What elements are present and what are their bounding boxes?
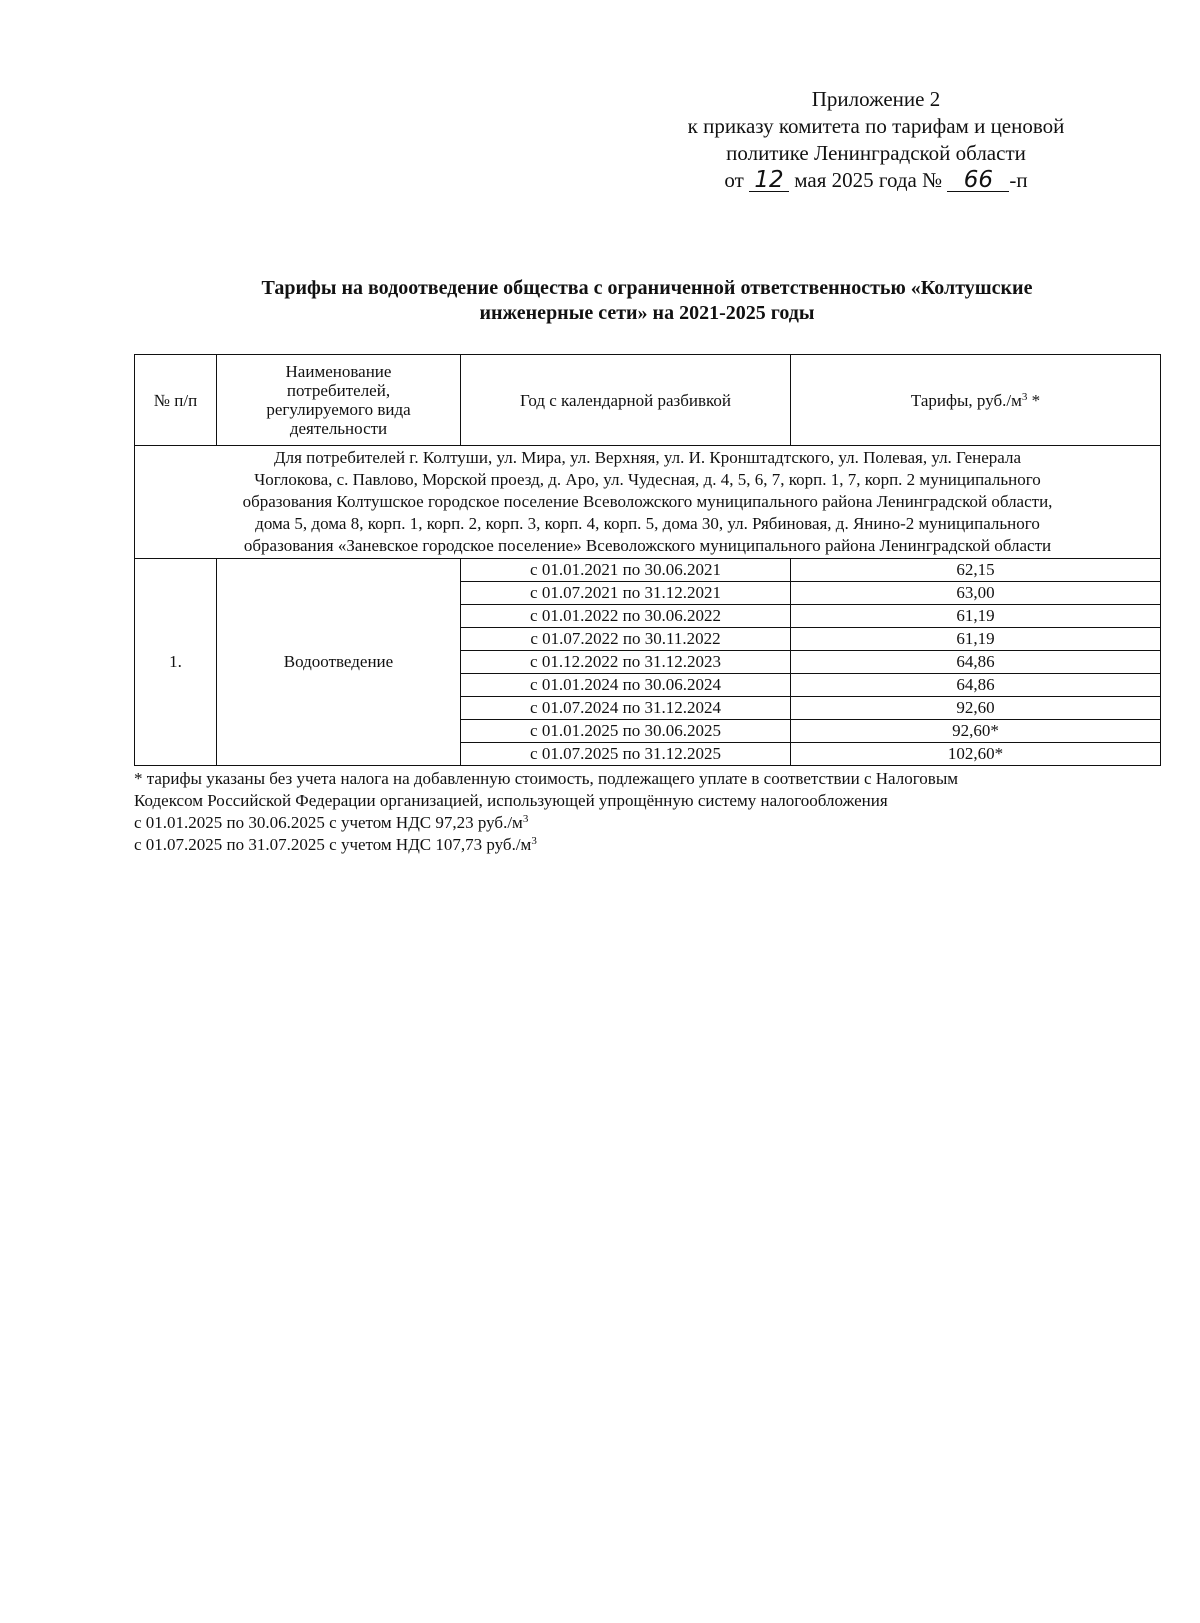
table-header-row [135, 355, 1161, 446]
row-number-cell: 1. [135, 559, 217, 766]
appendix-date-line [600, 167, 1152, 194]
notes-section [134, 768, 1160, 856]
vat-note-2-text: с 01.07.2025 по 31.07.2025 с учетом НДС 107,73 руб./м [134, 835, 532, 854]
tariff-cell: 64,86 [791, 674, 1161, 697]
vat-footnote [134, 768, 1160, 812]
header-tariff-sup: 3 [1021, 390, 1028, 403]
tariff-cell: 61,19 [791, 605, 1161, 628]
scope-line-3: образования Колтушское городское поселение Всеволожского муниципального района Ленинградской области, [242, 492, 1053, 511]
period-cell: с 01.07.2022 по 30.11.2022 [461, 628, 791, 651]
period-cell: с 01.07.2024 по 31.12.2024 [461, 697, 791, 720]
tariff-cell: 61,19 [791, 628, 1161, 651]
appendix-order-line: к приказу комитета по тарифам и ценовой [687, 114, 1065, 138]
appendix-committee-line: политике Ленинградской области [726, 141, 1026, 165]
period-cell: с 01.01.2025 по 30.06.2025 [461, 720, 791, 743]
vat-note-1-sup: 3 [522, 813, 529, 825]
date-middle: мая 2025 года № [794, 168, 943, 192]
header-number: № п/п [135, 355, 217, 446]
tariff-cell: 92,60 [791, 697, 1161, 720]
period-cell: с 01.01.2022 по 30.06.2022 [461, 605, 791, 628]
vat-note-2 [134, 834, 1160, 856]
handwritten-day: 12 [749, 169, 789, 192]
period-cell: с 01.07.2021 по 31.12.2021 [461, 582, 791, 605]
service-name-cell: Водоотведение [217, 559, 461, 766]
consumer-scope-row [135, 446, 1161, 559]
tariff-cell: 62,15 [791, 559, 1161, 582]
period-cell: с 01.07.2025 по 31.12.2025 [461, 743, 791, 766]
header-consumer-line-4: деятельности [289, 419, 388, 438]
tariff-cell: 64,86 [791, 651, 1161, 674]
header-period: Год с календарной разбивкой [461, 355, 791, 446]
table-row [135, 559, 1161, 582]
header-tariff [791, 355, 1161, 446]
header-tariff-mark: * [1027, 390, 1041, 410]
date-prefix: от [724, 168, 744, 192]
period-cell: с 01.12.2022 по 31.12.2023 [461, 651, 791, 674]
header-consumer-line-3: регулируемого вида [266, 400, 411, 419]
appendix-title: Приложение 2 [811, 87, 941, 111]
title-line-1: Тарифы на водоотведение общества с ограниченной ответственностью «Колтушские [261, 277, 1033, 299]
appendix-header [600, 86, 1152, 194]
header-consumer-line-2: потребителей, [286, 381, 391, 400]
tariff-table [134, 354, 1161, 766]
tariff-cell: 92,60* [791, 720, 1161, 743]
vat-note-1-text: с 01.01.2025 по 30.06.2025 с учетом НДС 97,23 руб./м [134, 813, 523, 832]
scope-line-5: образования «Заневское городское поселение» Всеволожского муниципального района Ленинградской области [243, 536, 1052, 555]
header-tariff-text: Тарифы, руб./м [910, 390, 1022, 410]
scope-line-4: дома 5, дома 8, корп. 1, корп. 2, корп. 3, корп. 4, корп. 5, дома 30, ул. Рябиновая, д. Янино-2 муниципального [255, 514, 1040, 533]
scope-line-2: Чоглокова, с. Павлово, Морской проезд, д. Аро, ул. Чудесная, д. 4, 5, 6, 7, корп. 1, 7, корп. 2 муниципального [254, 470, 1041, 489]
tariff-cell: 102,60* [791, 743, 1161, 766]
tariff-cell: 63,00 [791, 582, 1161, 605]
title-line-2: инженерные сети» на 2021-2025 годы [479, 302, 815, 324]
order-number-suffix: -п [1009, 168, 1028, 192]
vat-note-2-sup: 3 [531, 835, 537, 847]
handwritten-order-number: 66 [947, 169, 1009, 192]
footnote-line-1: * тарифы указаны без учета налога на добавленную стоимость, подлежащего уплате в соответствии с Налоговым [134, 769, 958, 788]
scope-line-1: Для потребителей г. Колтуши, ул. Мира, ул. Верхняя, ул. И. Кронштадтского, ул. Полевая, ул. Генерала [273, 448, 1022, 467]
footnote-line-2: Кодексом Российской Федерации организацией, использующей упрощённую систему налогообложения [134, 791, 888, 810]
document-title [134, 276, 1160, 326]
consumer-scope-cell [135, 446, 1161, 559]
period-cell: с 01.01.2021 по 30.06.2021 [461, 559, 791, 582]
header-consumer [217, 355, 461, 446]
period-cell: с 01.01.2024 по 30.06.2024 [461, 674, 791, 697]
vat-note-1 [134, 812, 1160, 834]
header-consumer-line-1: Наименование [285, 362, 392, 381]
